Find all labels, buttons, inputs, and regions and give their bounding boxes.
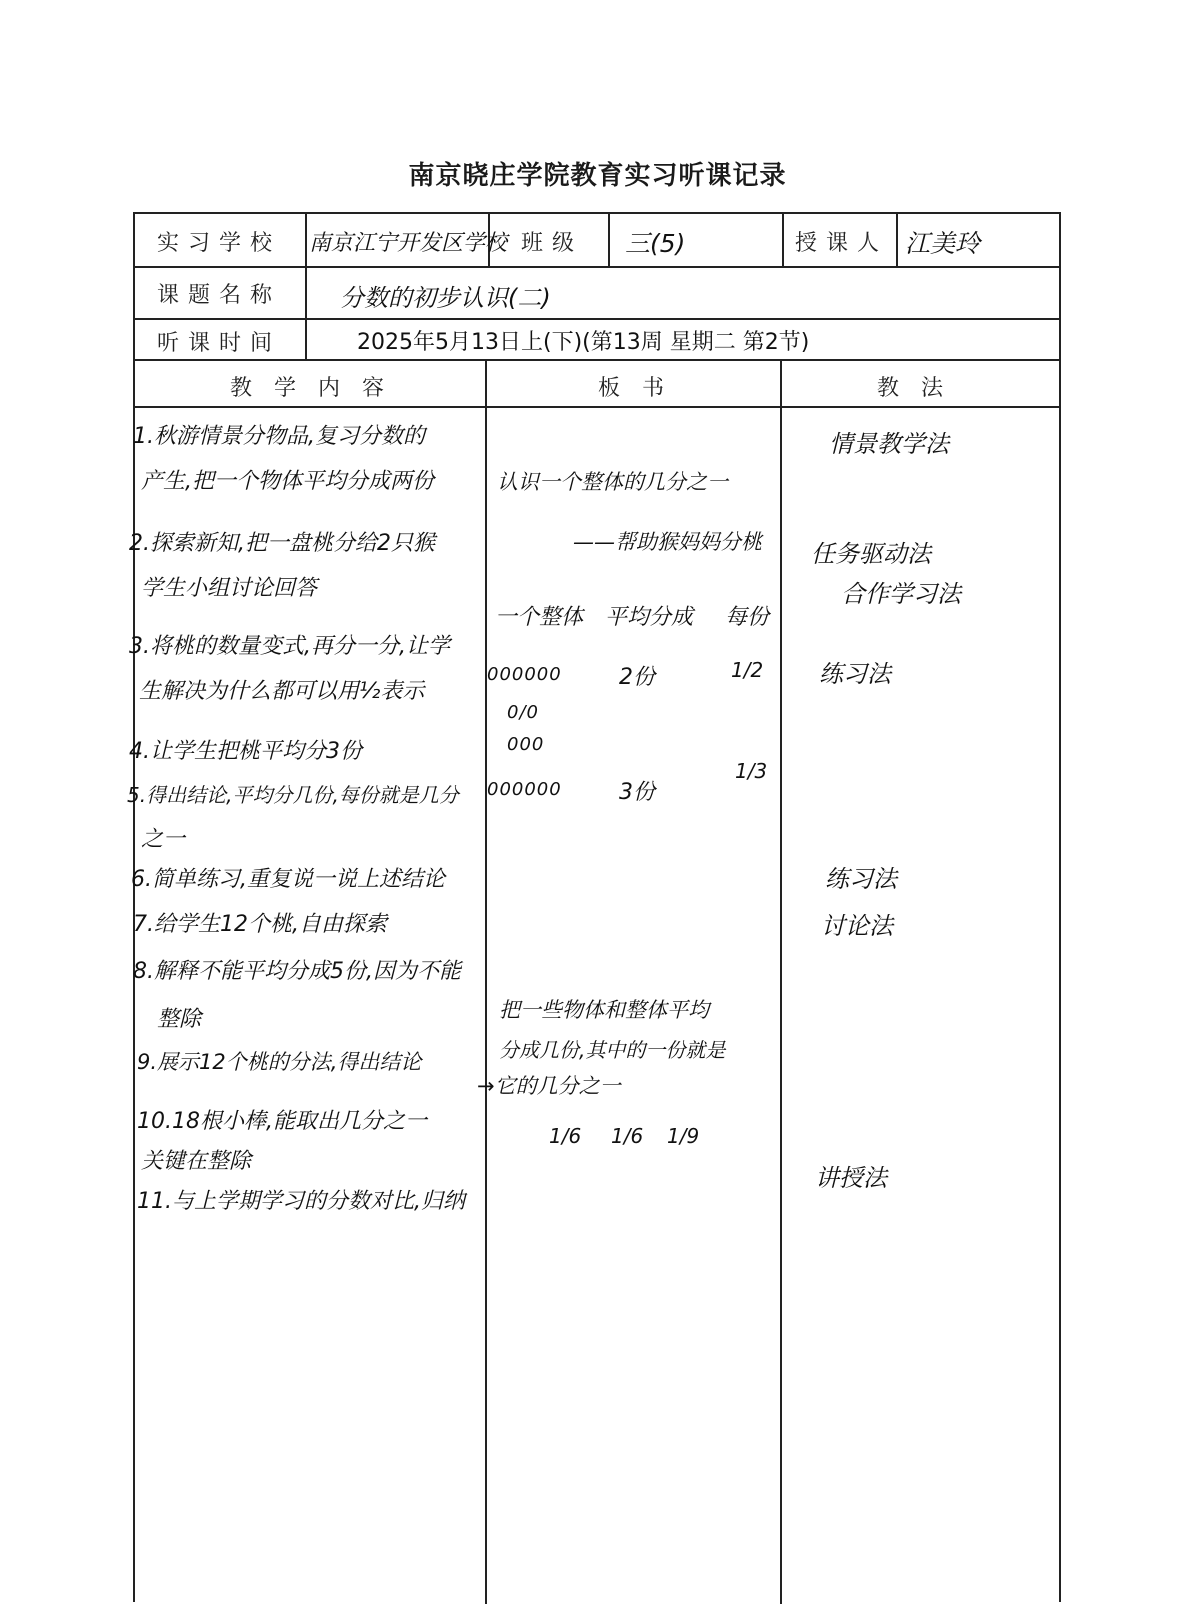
page-title: 南京晓庄学院教育实习听课记录 (408, 161, 787, 191)
col-divider (896, 214, 898, 266)
board-line: 一个整体 (495, 605, 584, 630)
class-label: 班级 (521, 231, 584, 256)
content-line: 7.给学生12个桃,自由探索 (133, 912, 387, 937)
board-line: 平均分成 (605, 605, 694, 630)
board-column-header: 板书 (598, 376, 687, 401)
content-line: 9.展示12个桃的分法,得出结论 (137, 1050, 422, 1074)
method-line: 任务驱动法 (811, 540, 931, 568)
board-line: 1/9 (667, 1124, 700, 1148)
row-divider (135, 266, 1059, 268)
col-divider (305, 214, 307, 359)
school-label: 实习学校 (157, 231, 282, 256)
observation-form (127, 212, 1061, 1602)
col-divider (782, 214, 784, 266)
board-line: 1/6 (611, 1124, 644, 1148)
teacher-value: 江美玲 (905, 229, 981, 258)
board-line: 000000 (487, 779, 562, 800)
col-divider (608, 214, 610, 266)
content-line: 4.让学生把桃平均分3份 (129, 739, 362, 764)
board-line: 认识一个整体的几分之一 (497, 470, 728, 494)
content-line: 整除 (157, 1007, 202, 1032)
method-column-header: 教法 (877, 376, 966, 401)
topic-value: 分数的初步认识(二) (340, 284, 551, 312)
method-line: 讲授法 (815, 1164, 887, 1192)
teacher-label: 授课人 (795, 231, 889, 256)
board-line: 1/2 (731, 658, 764, 682)
content-line: 6.简单练习,重复说一说上述结论 (131, 867, 445, 892)
time-label: 听课时间 (157, 331, 282, 356)
method-line: 练习法 (819, 660, 891, 688)
topic-label: 课题名称 (157, 283, 282, 308)
school-value: 南京江宁开发区学校 (309, 231, 508, 256)
board-line: →它的几分之一 (477, 1074, 621, 1098)
board-line: 2份 (619, 665, 655, 690)
content-column-header: 教学内容 (230, 376, 407, 401)
method-line: 合作学习法 (841, 580, 961, 608)
content-line: 生解决为什么都可以用½表示 (139, 679, 425, 704)
board-line: ——帮助猴妈妈分桃 (573, 530, 762, 554)
content-line: 3.将桃的数量变式,再分一分,让学 (129, 634, 450, 659)
row-divider (135, 406, 1059, 408)
method-line: 情景教学法 (829, 430, 949, 458)
method-line: 讨论法 (821, 912, 893, 940)
content-line: 产生,把一个物体平均分成两份 (141, 469, 434, 494)
content-line: 11.与上学期学习的分数对比,归纳 (137, 1189, 465, 1214)
board-line: 1/3 (735, 759, 768, 783)
content-line: 5.得出结论,平均分几份,每份就是几分 (127, 783, 459, 807)
col-divider (485, 359, 487, 1604)
board-line: 1/6 (549, 1124, 582, 1148)
content-line: 之一 (141, 827, 186, 852)
col-divider (780, 359, 782, 1604)
content-line: 2.探索新知,把一盘桃分给2只猴 (129, 531, 435, 556)
board-line: 分成几份,其中的一份就是 (499, 1038, 726, 1062)
content-line: 关键在整除 (141, 1149, 252, 1174)
board-line: 000 (507, 734, 545, 755)
content-line: 10.18根小棒,能取出几分之一 (137, 1109, 427, 1134)
content-line: 学生小组讨论回答 (141, 576, 318, 601)
board-line: 3份 (619, 780, 655, 805)
content-line: 8.解释不能平均分成5份,因为不能 (133, 959, 461, 984)
method-line: 练习法 (825, 865, 897, 893)
row-divider (135, 318, 1059, 320)
board-line: 把一些物体和整体平均 (499, 998, 709, 1022)
board-line: 0/0 (507, 702, 539, 723)
row-divider (135, 359, 1059, 361)
content-line: 1.秋游情景分物品,复习分数的 (133, 424, 425, 449)
class-value: 三(5) (625, 229, 686, 258)
board-line: 每份 (725, 605, 770, 630)
time-value: 2025年5月13日上(下)(第13周 星期二 第2节) (357, 330, 810, 355)
board-line: 000000 (487, 664, 562, 685)
